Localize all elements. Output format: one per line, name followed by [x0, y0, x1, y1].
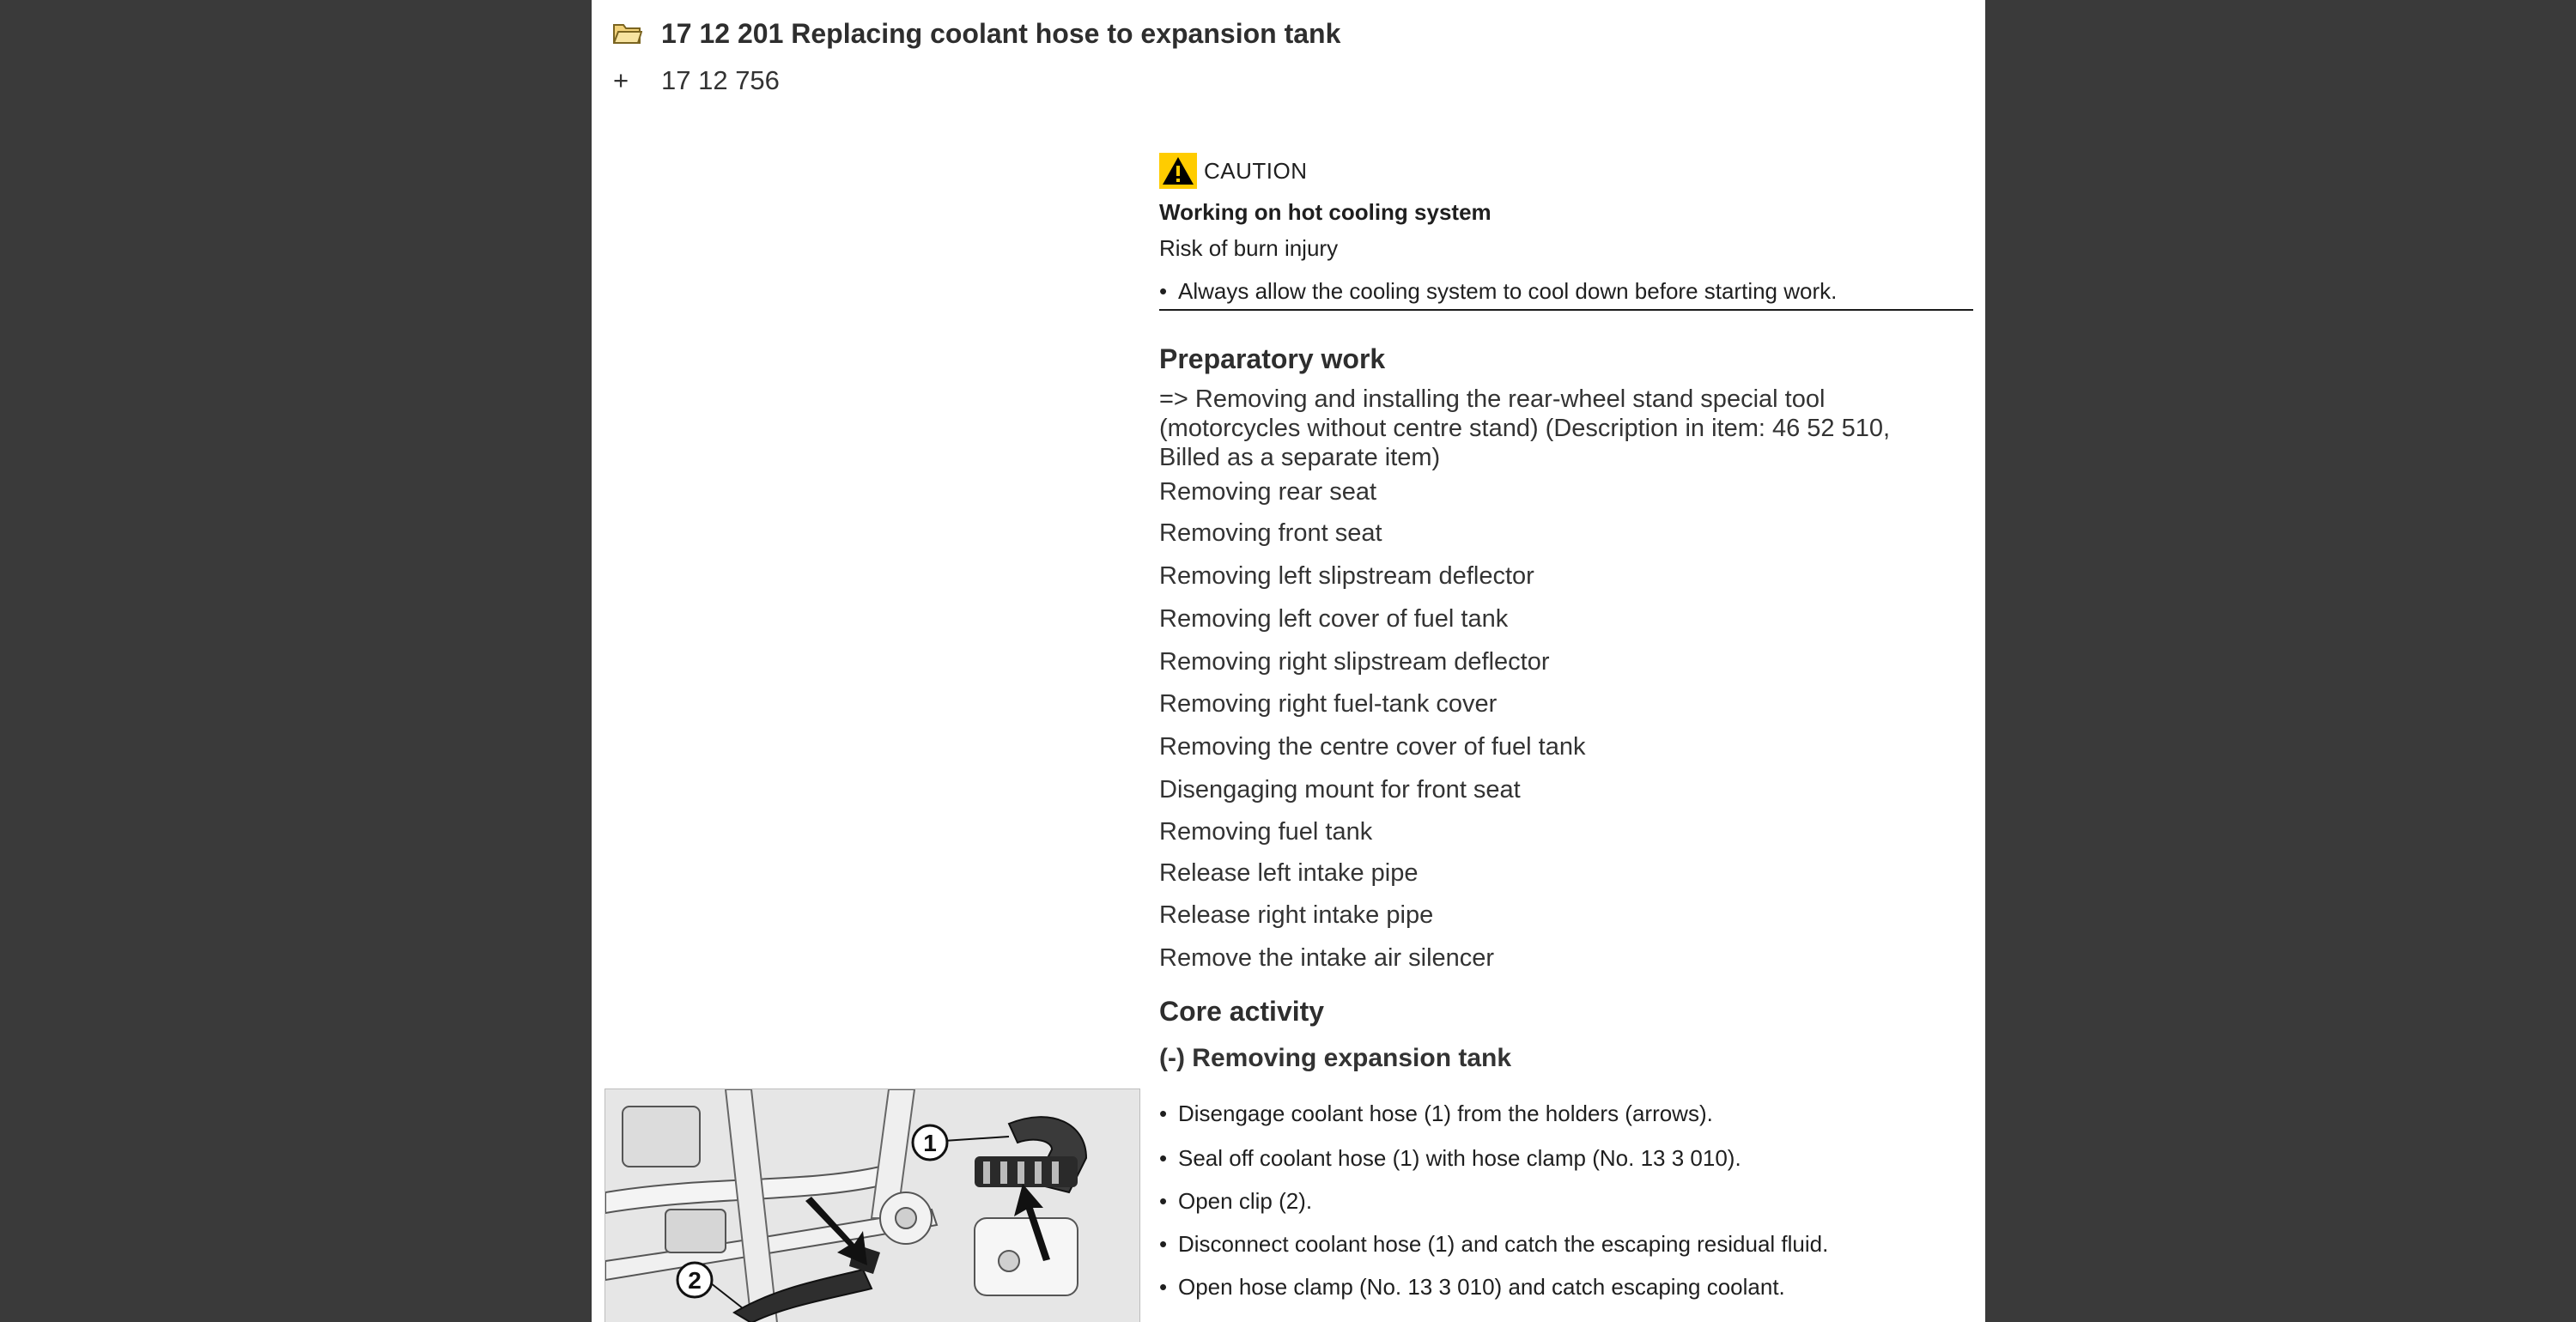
- caution-risk: Risk of burn injury: [1159, 235, 1339, 261]
- caution-label: CAUTION: [1204, 157, 1308, 184]
- bullet: •: [1159, 1274, 1168, 1300]
- page-title: 17 12 201 Replacing coolant hose to expansion tank: [661, 17, 1341, 49]
- core-step-text: Open hose clamp (No. 13 3 010) and catch escaping coolant.: [1178, 1274, 1785, 1300]
- bullet: •: [1159, 1231, 1168, 1257]
- folder-open-icon[interactable]: [613, 21, 642, 45]
- bullet: •: [1159, 278, 1168, 304]
- callout-1-label: 1: [923, 1130, 937, 1156]
- list-item: Remove the intake air silencer: [1159, 944, 1495, 972]
- list-item: Removing right slipstream deflector: [1159, 648, 1550, 676]
- list-item: Removing the centre cover of fuel tank: [1159, 733, 1586, 761]
- title-row: [613, 14, 1340, 53]
- core-step-text: Disconnect coolant hose (1) and catch the escaping residual fluid.: [1178, 1231, 1829, 1257]
- engine-diagram: [605, 1089, 1139, 1322]
- bullet: •: [1159, 1188, 1168, 1214]
- core-heading: Core activity: [1159, 996, 1325, 1027]
- list-item: Removing fuel tank: [1159, 818, 1373, 846]
- core-step-text: Seal off coolant hose (1) with hose clamp (No. 13 3 010).: [1178, 1145, 1741, 1171]
- core-step: [1159, 1145, 1741, 1172]
- warning-icon: [1159, 153, 1197, 189]
- caution-header: [1159, 151, 1308, 191]
- caution-divider: [1159, 309, 1973, 311]
- core-step-text: Open clip (2).: [1178, 1188, 1313, 1214]
- core-step: [1159, 1231, 1828, 1258]
- core-step: [1159, 1101, 1713, 1127]
- core-step: [1159, 1188, 1312, 1215]
- core-step: [1159, 1274, 1785, 1301]
- list-item: Removing front seat: [1159, 519, 1382, 547]
- caution-instruction: [1159, 278, 1837, 305]
- procedure-illustration: [605, 1089, 1140, 1322]
- bullet: •: [1159, 1101, 1168, 1126]
- list-item: Removing right fuel-tank cover: [1159, 690, 1498, 718]
- list-item: Removing left cover of fuel tank: [1159, 605, 1509, 633]
- core-step-text: Disengage coolant hose (1) from the holders (arrows).: [1178, 1101, 1713, 1126]
- caution-instruction-text: Always allow the cooling system to cool down before starting work.: [1178, 278, 1838, 304]
- caution-heading: Working on hot cooling system: [1159, 199, 1492, 225]
- plus-symbol: +: [613, 65, 629, 95]
- list-item: Release left intake pipe: [1159, 859, 1419, 887]
- preparatory-heading: Preparatory work: [1159, 343, 1386, 374]
- bullet: •: [1159, 1145, 1168, 1171]
- reference-number: 17 12 756: [661, 65, 780, 95]
- reference-row: [613, 62, 780, 100]
- list-item: Disengaging mount for front seat: [1159, 776, 1521, 804]
- list-item: Removing rear seat: [1159, 478, 1377, 506]
- document-page: [592, 0, 1985, 1322]
- callout-2-label: 2: [688, 1267, 702, 1294]
- list-item: Release right intake pipe: [1159, 901, 1434, 929]
- core-subheading: (-) Removing expansion tank: [1159, 1044, 1512, 1072]
- preparatory-intro: => Removing and installing the rear-wheel stand special tool (motorcycles without centre stand) (Description in item: 46 52 510, Billed as a separate item): [1159, 385, 1891, 471]
- list-item: Removing left slipstream deflector: [1159, 562, 1534, 590]
